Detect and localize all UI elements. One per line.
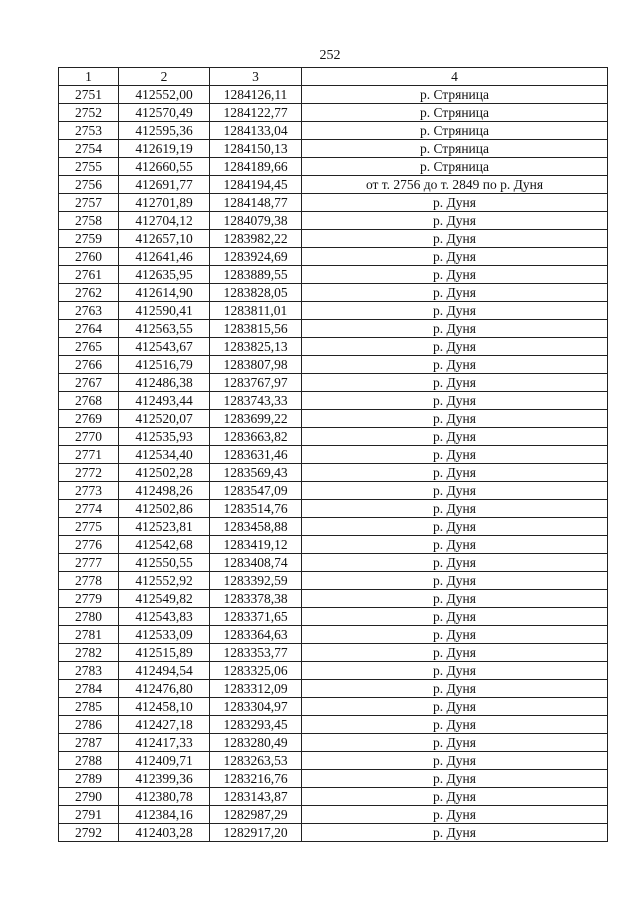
- table-row: [59, 392, 608, 410]
- coordinates-table: [58, 67, 608, 842]
- x-coordinate-cell: 412543,67: [119, 338, 210, 356]
- y-coordinate-cell: 1283371,65: [210, 608, 302, 626]
- description-cell: р. Дуня: [302, 410, 608, 428]
- x-coordinate-cell: 412614,90: [119, 284, 210, 302]
- x-coordinate-cell: 412427,18: [119, 716, 210, 734]
- y-coordinate-cell: 1283143,87: [210, 788, 302, 806]
- point-number-cell: 2755: [59, 158, 119, 176]
- description-cell: р. Дуня: [302, 338, 608, 356]
- x-coordinate-cell: 412570,49: [119, 104, 210, 122]
- table-row: [59, 572, 608, 590]
- description-cell: р. Стряница: [302, 140, 608, 158]
- table-body: [59, 86, 608, 842]
- point-number-cell: 2767: [59, 374, 119, 392]
- description-cell: р. Дуня: [302, 716, 608, 734]
- point-number-cell: 2763: [59, 302, 119, 320]
- description-cell: р. Дуня: [302, 230, 608, 248]
- description-cell: р. Дуня: [302, 536, 608, 554]
- table-row: [59, 626, 608, 644]
- table-row: [59, 734, 608, 752]
- y-coordinate-cell: 1283889,55: [210, 266, 302, 284]
- y-coordinate-cell: 1284150,13: [210, 140, 302, 158]
- table-row: [59, 788, 608, 806]
- table-row: [59, 176, 608, 194]
- description-cell: р. Дуня: [302, 464, 608, 482]
- x-coordinate-cell: 412701,89: [119, 194, 210, 212]
- y-coordinate-cell: 1284126,11: [210, 86, 302, 104]
- table-row: [59, 320, 608, 338]
- y-coordinate-cell: 1282917,20: [210, 824, 302, 842]
- description-cell: р. Дуня: [302, 806, 608, 824]
- point-number-cell: 2759: [59, 230, 119, 248]
- y-coordinate-cell: 1283663,82: [210, 428, 302, 446]
- point-number-cell: 2771: [59, 446, 119, 464]
- point-number-cell: 2783: [59, 662, 119, 680]
- point-number-cell: 2754: [59, 140, 119, 158]
- x-coordinate-cell: 412498,26: [119, 482, 210, 500]
- y-coordinate-cell: 1283304,97: [210, 698, 302, 716]
- table-row: [59, 104, 608, 122]
- description-cell: от т. 2756 до т. 2849 по р. Дуня: [302, 176, 608, 194]
- description-cell: р. Дуня: [302, 500, 608, 518]
- x-coordinate-cell: 412403,28: [119, 824, 210, 842]
- point-number-cell: 2765: [59, 338, 119, 356]
- y-coordinate-cell: 1284148,77: [210, 194, 302, 212]
- y-coordinate-cell: 1283280,49: [210, 734, 302, 752]
- x-coordinate-cell: 412660,55: [119, 158, 210, 176]
- table-row: [59, 554, 608, 572]
- point-number-cell: 2769: [59, 410, 119, 428]
- point-number-cell: 2788: [59, 752, 119, 770]
- x-coordinate-cell: 412549,82: [119, 590, 210, 608]
- point-number-cell: 2782: [59, 644, 119, 662]
- x-coordinate-cell: 412691,77: [119, 176, 210, 194]
- x-coordinate-cell: 412380,78: [119, 788, 210, 806]
- y-coordinate-cell: 1283263,53: [210, 752, 302, 770]
- point-number-cell: 2751: [59, 86, 119, 104]
- table-row: [59, 770, 608, 788]
- y-coordinate-cell: 1283828,05: [210, 284, 302, 302]
- x-coordinate-cell: 412641,46: [119, 248, 210, 266]
- table-row: [59, 680, 608, 698]
- page-number: 252: [319, 48, 341, 63]
- y-coordinate-cell: 1283825,13: [210, 338, 302, 356]
- point-number-cell: 2784: [59, 680, 119, 698]
- description-cell: р. Дуня: [302, 392, 608, 410]
- table-row: [59, 284, 608, 302]
- table-row: [59, 590, 608, 608]
- table-row: [59, 716, 608, 734]
- x-coordinate-cell: 412486,38: [119, 374, 210, 392]
- description-cell: р. Дуня: [302, 572, 608, 590]
- y-coordinate-cell: 1284122,77: [210, 104, 302, 122]
- point-number-cell: 2768: [59, 392, 119, 410]
- description-cell: р. Дуня: [302, 266, 608, 284]
- point-number-cell: 2778: [59, 572, 119, 590]
- description-cell: р. Дуня: [302, 284, 608, 302]
- x-coordinate-cell: 412619,19: [119, 140, 210, 158]
- point-number-cell: 2756: [59, 176, 119, 194]
- x-coordinate-cell: 412657,10: [119, 230, 210, 248]
- table-row: [59, 374, 608, 392]
- table-row: [59, 518, 608, 536]
- x-coordinate-cell: 412590,41: [119, 302, 210, 320]
- y-coordinate-cell: 1283458,88: [210, 518, 302, 536]
- y-coordinate-cell: 1283547,09: [210, 482, 302, 500]
- y-coordinate-cell: 1283811,01: [210, 302, 302, 320]
- point-number-cell: 2757: [59, 194, 119, 212]
- table-row: [59, 86, 608, 104]
- table-row: [59, 446, 608, 464]
- description-cell: р. Дуня: [302, 608, 608, 626]
- point-number-cell: 2779: [59, 590, 119, 608]
- point-number-cell: 2781: [59, 626, 119, 644]
- y-coordinate-cell: 1282987,29: [210, 806, 302, 824]
- y-coordinate-cell: 1284133,04: [210, 122, 302, 140]
- description-cell: р. Дуня: [302, 752, 608, 770]
- x-coordinate-cell: 412399,36: [119, 770, 210, 788]
- column-header-2: 2: [119, 68, 210, 86]
- x-coordinate-cell: 412534,40: [119, 446, 210, 464]
- description-cell: р. Дуня: [302, 482, 608, 500]
- table-row: [59, 806, 608, 824]
- y-coordinate-cell: 1283631,46: [210, 446, 302, 464]
- y-coordinate-cell: 1283569,43: [210, 464, 302, 482]
- description-cell: р. Стряница: [302, 86, 608, 104]
- point-number-cell: 2766: [59, 356, 119, 374]
- point-number-cell: 2770: [59, 428, 119, 446]
- point-number-cell: 2761: [59, 266, 119, 284]
- point-number-cell: 2790: [59, 788, 119, 806]
- point-number-cell: 2764: [59, 320, 119, 338]
- x-coordinate-cell: 412535,93: [119, 428, 210, 446]
- x-coordinate-cell: 412494,54: [119, 662, 210, 680]
- y-coordinate-cell: 1283378,38: [210, 590, 302, 608]
- y-coordinate-cell: 1284079,38: [210, 212, 302, 230]
- description-cell: р. Дуня: [302, 734, 608, 752]
- description-cell: р. Стряница: [302, 158, 608, 176]
- y-coordinate-cell: 1283419,12: [210, 536, 302, 554]
- table-row: [59, 158, 608, 176]
- y-coordinate-cell: 1283216,76: [210, 770, 302, 788]
- y-coordinate-cell: 1284189,66: [210, 158, 302, 176]
- y-coordinate-cell: 1283392,59: [210, 572, 302, 590]
- table-row: [59, 608, 608, 626]
- table-row: [59, 464, 608, 482]
- y-coordinate-cell: 1283982,22: [210, 230, 302, 248]
- y-coordinate-cell: 1283325,06: [210, 662, 302, 680]
- description-cell: р. Стряница: [302, 104, 608, 122]
- description-cell: р. Дуня: [302, 428, 608, 446]
- y-coordinate-cell: 1283699,22: [210, 410, 302, 428]
- description-cell: р. Дуня: [302, 194, 608, 212]
- description-cell: р. Дуня: [302, 248, 608, 266]
- table-row: [59, 500, 608, 518]
- description-cell: р. Дуня: [302, 626, 608, 644]
- table-row: [59, 356, 608, 374]
- point-number-cell: 2773: [59, 482, 119, 500]
- description-cell: р. Дуня: [302, 590, 608, 608]
- table-row: [59, 410, 608, 428]
- x-coordinate-cell: 412543,83: [119, 608, 210, 626]
- table-row: [59, 752, 608, 770]
- table-row: [59, 536, 608, 554]
- point-number-cell: 2791: [59, 806, 119, 824]
- point-number-cell: 2792: [59, 824, 119, 842]
- table-row: [59, 302, 608, 320]
- x-coordinate-cell: 412476,80: [119, 680, 210, 698]
- x-coordinate-cell: 412704,12: [119, 212, 210, 230]
- x-coordinate-cell: 412635,95: [119, 266, 210, 284]
- y-coordinate-cell: 1283924,69: [210, 248, 302, 266]
- y-coordinate-cell: 1283514,76: [210, 500, 302, 518]
- point-number-cell: 2775: [59, 518, 119, 536]
- description-cell: р. Дуня: [302, 824, 608, 842]
- point-number-cell: 2776: [59, 536, 119, 554]
- table-header: [59, 68, 608, 86]
- x-coordinate-cell: 412502,86: [119, 500, 210, 518]
- description-cell: р. Дуня: [302, 698, 608, 716]
- x-coordinate-cell: 412523,81: [119, 518, 210, 536]
- description-cell: р. Дуня: [302, 662, 608, 680]
- x-coordinate-cell: 412458,10: [119, 698, 210, 716]
- point-number-cell: 2753: [59, 122, 119, 140]
- y-coordinate-cell: 1283767,97: [210, 374, 302, 392]
- header-row: [59, 68, 608, 86]
- y-coordinate-cell: 1283743,33: [210, 392, 302, 410]
- x-coordinate-cell: 412384,16: [119, 806, 210, 824]
- y-coordinate-cell: 1284194,45: [210, 176, 302, 194]
- x-coordinate-cell: 412533,09: [119, 626, 210, 644]
- table-row: [59, 698, 608, 716]
- y-coordinate-cell: 1283353,77: [210, 644, 302, 662]
- x-coordinate-cell: 412595,36: [119, 122, 210, 140]
- description-cell: р. Дуня: [302, 788, 608, 806]
- point-number-cell: 2780: [59, 608, 119, 626]
- x-coordinate-cell: 412552,00: [119, 86, 210, 104]
- column-header-1: 1: [59, 68, 119, 86]
- table-row: [59, 212, 608, 230]
- description-cell: р. Дуня: [302, 374, 608, 392]
- description-cell: р. Дуня: [302, 302, 608, 320]
- x-coordinate-cell: 412550,55: [119, 554, 210, 572]
- point-number-cell: 2789: [59, 770, 119, 788]
- point-number-cell: 2777: [59, 554, 119, 572]
- description-cell: р. Дуня: [302, 680, 608, 698]
- table-row: [59, 482, 608, 500]
- description-cell: р. Дуня: [302, 446, 608, 464]
- description-cell: р. Дуня: [302, 770, 608, 788]
- table-row: [59, 266, 608, 284]
- point-number-cell: 2787: [59, 734, 119, 752]
- description-cell: р. Дуня: [302, 554, 608, 572]
- description-cell: р. Дуня: [302, 320, 608, 338]
- description-cell: р. Дуня: [302, 644, 608, 662]
- x-coordinate-cell: 412552,92: [119, 572, 210, 590]
- table-row: [59, 248, 608, 266]
- x-coordinate-cell: 412502,28: [119, 464, 210, 482]
- point-number-cell: 2758: [59, 212, 119, 230]
- description-cell: р. Дуня: [302, 518, 608, 536]
- x-coordinate-cell: 412516,79: [119, 356, 210, 374]
- y-coordinate-cell: 1283293,45: [210, 716, 302, 734]
- point-number-cell: 2772: [59, 464, 119, 482]
- point-number-cell: 2786: [59, 716, 119, 734]
- point-number-cell: 2760: [59, 248, 119, 266]
- y-coordinate-cell: 1283408,74: [210, 554, 302, 572]
- column-header-3: 3: [210, 68, 302, 86]
- x-coordinate-cell: 412417,33: [119, 734, 210, 752]
- x-coordinate-cell: 412542,68: [119, 536, 210, 554]
- point-number-cell: 2785: [59, 698, 119, 716]
- table-row: [59, 662, 608, 680]
- description-cell: р. Дуня: [302, 212, 608, 230]
- table-row: [59, 140, 608, 158]
- table-row: [59, 122, 608, 140]
- point-number-cell: 2762: [59, 284, 119, 302]
- x-coordinate-cell: 412515,89: [119, 644, 210, 662]
- table-row: [59, 644, 608, 662]
- table-row: [59, 824, 608, 842]
- x-coordinate-cell: 412409,71: [119, 752, 210, 770]
- y-coordinate-cell: 1283815,56: [210, 320, 302, 338]
- x-coordinate-cell: 412493,44: [119, 392, 210, 410]
- x-coordinate-cell: 412563,55: [119, 320, 210, 338]
- table-row: [59, 230, 608, 248]
- description-cell: р. Дуня: [302, 356, 608, 374]
- y-coordinate-cell: 1283312,09: [210, 680, 302, 698]
- table-row: [59, 194, 608, 212]
- x-coordinate-cell: 412520,07: [119, 410, 210, 428]
- table-row: [59, 338, 608, 356]
- point-number-cell: 2774: [59, 500, 119, 518]
- point-number-cell: 2752: [59, 104, 119, 122]
- column-header-4: 4: [302, 68, 608, 86]
- y-coordinate-cell: 1283364,63: [210, 626, 302, 644]
- table-row: [59, 428, 608, 446]
- description-cell: р. Стряница: [302, 122, 608, 140]
- y-coordinate-cell: 1283807,98: [210, 356, 302, 374]
